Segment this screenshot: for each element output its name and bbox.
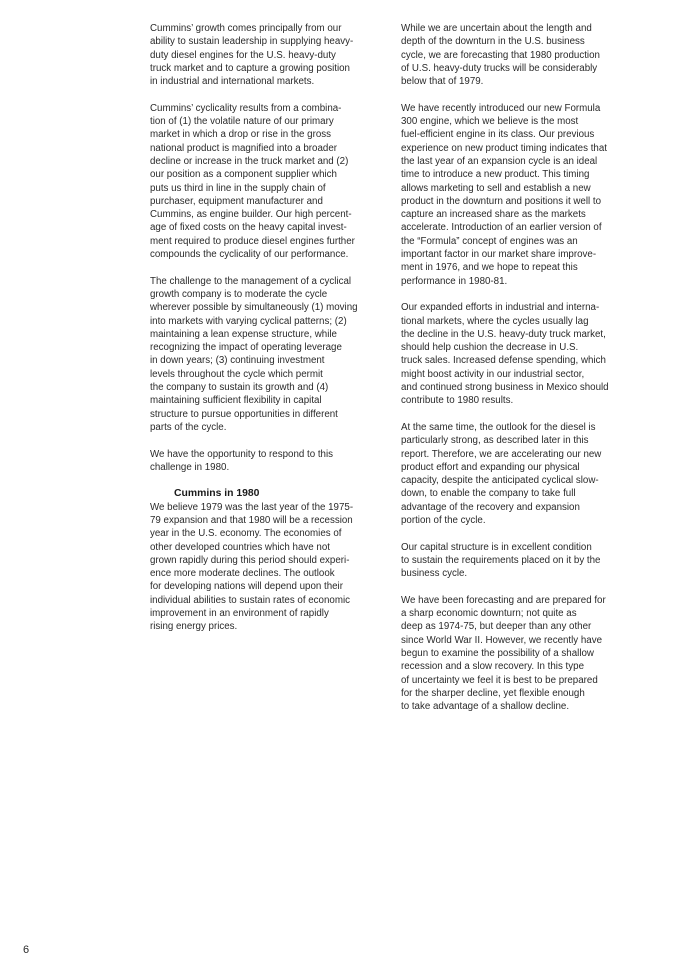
left-column	[150, 22, 382, 647]
paragraph-diesel-outlook: At the same time, the outlook for the diesel is particularly strong, as described later in this report. Therefore, we are accelerating our new product effort and expanding our physical capacity, despite the anticipated cyclical slow- down, to enable the company to take full advantage of the recovery and expansion portion of the cycle.	[401, 421, 602, 526]
page-number: 6	[23, 944, 30, 956]
right-column	[401, 22, 635, 727]
paragraph-opportunity: We have the opportunity to respond to this challenge in 1980.	[150, 448, 334, 473]
section-heading: Cummins in 1980	[174, 488, 260, 500]
paragraph-growth: Cummins’ growth comes principally from our ability to sustain leadership in supplying heavy- duty diesel engines for the U.S. heavy-duty truck market and to capture a growing position in industrial and international markets.	[150, 23, 354, 88]
paragraph-forecasting: We have been forecasting and are prepared for a sharp economic downturn; not quite as deep as 1974-75, but deeper than any other since World War II. However, we recently have begun to examine the possibility of a shallow recession and a slow recovery. In this type of uncertainty we feel it is best to be prepared for the sharper decline, yet flexible enough to take advantage of a shallow decline.	[401, 594, 606, 713]
paragraph-expanded-efforts: Our expanded efforts in industrial and interna- tional markets, where the cycles usually lag the decline in the U.S. heavy-duty truck market, should help cushion the decrease in U.S. truck sales. Increased defense spending, which might boost activity in our industrial sector, and continued strong business in Mexico should contribute to 1980 results.	[401, 302, 609, 407]
paragraph-formula-300: We have recently introduced our new Formula 300 engine, which we believe is the most fuel-efficient engine in its class. Our previous experience on new product timing indicates that the last year of an expansion cycle is an ideal time to introduce a new product. This timing allows marketing to sell and establish a new product in the downturn and positions it well to capture an increased share as the markets accelerate. Introduction of an earlier version of the “Formula” concept of engines was an important factor in our market share improve- ment in 1976, and we hope to repeat this performance in 1980-81.	[401, 102, 607, 287]
paragraph-downturn-forecast: While we are uncertain about the length and depth of the downturn in the U.S. business cycle, we are forecasting that 1980 production of U.S. heavy-duty trucks will be considerably below that of 1979.	[401, 23, 600, 88]
paragraph-cyclicality: Cummins’ cyclicality results from a combina- tion of (1) the volatile nature of our primary market in which a drop or rise in the gross national product is magnified into a broader decline or increase in the truck market and (2) our position as a component supplier which puts us third in line in the supply chain of purchaser, equipment manufacturer and Cummins, as engine builder. Our high percent- age of fixed costs on the heavy capital invest- ment required to produce diesel engines further compounds the cyclicality of our performance.	[150, 102, 355, 261]
paragraph-recession-outlook: We believe 1979 was the last year of the 1975- 79 expansion and that 1980 will be a recession year in the U.S. economy. The economies of other developed countries which have not grown rapidly during this period should experi- ence more moderate declines. The outlook for developing nations will depend upon their individual abilities to sustain rates of economic improvement in an environment of rapidly rising energy prices.	[150, 501, 354, 633]
paragraph-capital-structure: Our capital structure is in excellent condition to sustain the requirements placed on it by the business cycle.	[401, 541, 601, 580]
paragraph-challenge: The challenge to the management of a cyclical growth company is to moderate the cycle wherever possible by simultaneously (1) moving into markets with varying cyclical patterns; (2) maintaining a lean expense structure, while recognizing the impact of operating leverage in down years; (3) continuing investment levels throughout the cycle which permit the company to sustain its growth and (4) maintaining sufficient flexibility in capital structure to pursue opportunities in different parts of the cycle.	[150, 275, 358, 433]
